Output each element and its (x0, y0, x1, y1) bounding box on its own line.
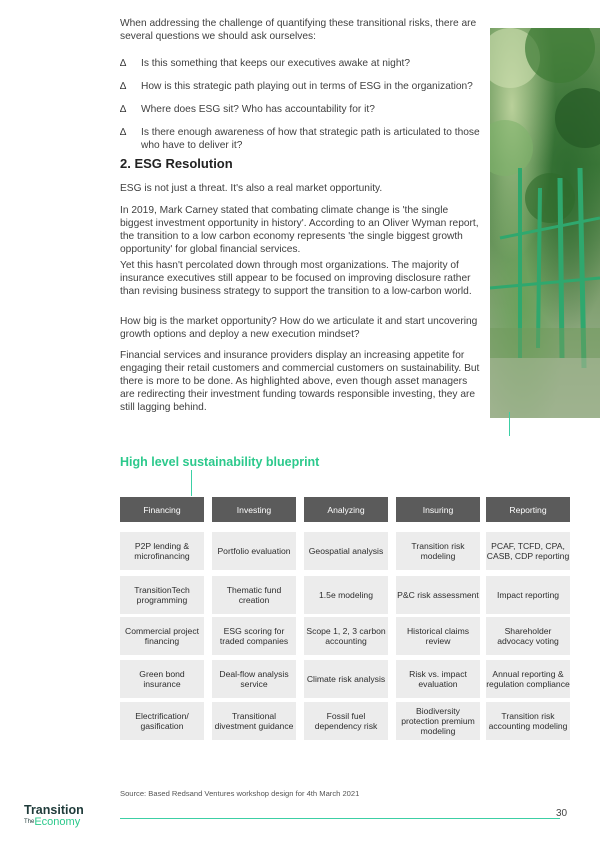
blueprint-cell: Climate risk analysis (304, 660, 388, 698)
question-text: How is this strategic path playing out in terms of ESG in the organization? (141, 80, 473, 92)
blueprint-cell: Transition risk modeling (396, 532, 480, 570)
blueprint-cell: 1.5e modeling (304, 576, 388, 614)
blueprint-title: High level sustainability blueprint (120, 455, 320, 469)
body-paragraph: Yet this hasn't percolated down through most organizations. The majority of insurance executives still appear to be focused on improving disclosure rather than revising business strategy to support the transition to a low-carbon world. (120, 260, 472, 297)
blueprint-cell: Thematic fund creation (212, 576, 296, 614)
blueprint-cell: Historical claims review (396, 617, 480, 655)
blueprint-cell: Transitional divestment guidance (212, 702, 296, 740)
blueprint-cell: Risk vs. impact evaluation (396, 660, 480, 698)
question-item (120, 58, 490, 71)
decor-line (191, 470, 192, 496)
blueprint-cell: Deal-flow analysis service (212, 660, 296, 698)
body-paragraph: In 2019, Mark Carney stated that combating climate change is 'the single biggest investment opportunity in history'. According to an Oliver Wyman report, the transition to a low carbon economy represents 'the single biggest growth opportunity' for global financial services. (120, 205, 479, 255)
column-header: Analyzing (304, 497, 388, 522)
triangle-bullet-icon: ∆ (120, 80, 127, 92)
question-item (120, 127, 490, 153)
body-paragraph: How big is the market opportunity? How do we articulate it and start uncovering growth options and deploy a new execution mindset? (120, 316, 478, 340)
column-header: Reporting (486, 497, 570, 522)
blueprint-cell: Impact reporting (486, 576, 570, 614)
blueprint-cell: Portfolio evaluation (212, 532, 296, 570)
logo-line2: Economy (34, 816, 81, 828)
question-list (120, 58, 490, 163)
page-number: 30 (556, 808, 568, 819)
blueprint-cell: Geospatial analysis (304, 532, 388, 570)
footer-rule (120, 818, 560, 819)
blueprint-cell: Commercial project financing (120, 617, 204, 655)
blueprint-cell: PCAF, TCFD, CPA, CASB, CDP reporting (486, 532, 570, 570)
blueprint-cell: Electrification/ gasification (120, 702, 204, 740)
body-paragraph: ESG is not just a threat. It's also a real market opportunity. (120, 183, 383, 194)
column-header: Investing (212, 497, 296, 522)
triangle-bullet-icon: ∆ (120, 103, 127, 115)
decor-line (509, 412, 510, 436)
triangle-bullet-icon: ∆ (120, 126, 127, 138)
question-item (120, 104, 490, 117)
triangle-bullet-icon: ∆ (120, 58, 127, 69)
forest-walkway-photo (490, 28, 600, 418)
blueprint-cell: Fossil fuel dependency risk (304, 702, 388, 740)
blueprint-cell: TransitionTech programming (120, 576, 204, 614)
column-header: Insuring (396, 497, 480, 522)
blueprint-cell: Shareholder advocacy voting (486, 617, 570, 655)
blueprint-cell: Transition risk accounting modeling (486, 702, 570, 740)
logo-line1: Transition (24, 803, 84, 817)
logo-the: The (24, 819, 35, 825)
photo-illustration (490, 28, 600, 418)
blueprint-cell: Green bond insurance (120, 660, 204, 698)
column-header: Financing (120, 497, 204, 522)
source-note: Source: Based Redsand Ventures workshop design for 4th March 2021 (120, 789, 360, 798)
blueprint-cell: Annual reporting & regulation compliance (486, 660, 570, 698)
question-text: Is this something that keeps our executives awake at night? (141, 58, 410, 69)
transition-economy-logo (24, 804, 84, 828)
body-paragraph: Financial services and insurance providers display an increasing appetite for engaging their retail customers and commercial customers on sustainability. But there is more to be done. As highlighted above, even though asset managers are redirecting their investment funding towards responsible investing, they are still lagging behind. (120, 350, 480, 413)
section-heading: 2. ESG Resolution (120, 156, 233, 171)
intro-paragraph: When addressing the challenge of quantifying these transitional risks, there are several questions we should ask ourselves: (120, 18, 477, 42)
question-item (120, 81, 490, 94)
blueprint-cell: ESG scoring for traded companies (212, 617, 296, 655)
blueprint-cell: Scope 1, 2, 3 carbon accounting (304, 617, 388, 655)
blueprint-cell: P&C risk assessment (396, 576, 480, 614)
blueprint-cell: Biodiversity protection premium modeling (396, 702, 480, 740)
question-text: Where does ESG sit? Who has accountability for it? (141, 103, 375, 115)
blueprint-cell: P2P lending & microfinancing (120, 532, 204, 570)
question-text: Is there enough awareness of how that strategic path is articulated to those who have to deliver it? (141, 126, 480, 151)
